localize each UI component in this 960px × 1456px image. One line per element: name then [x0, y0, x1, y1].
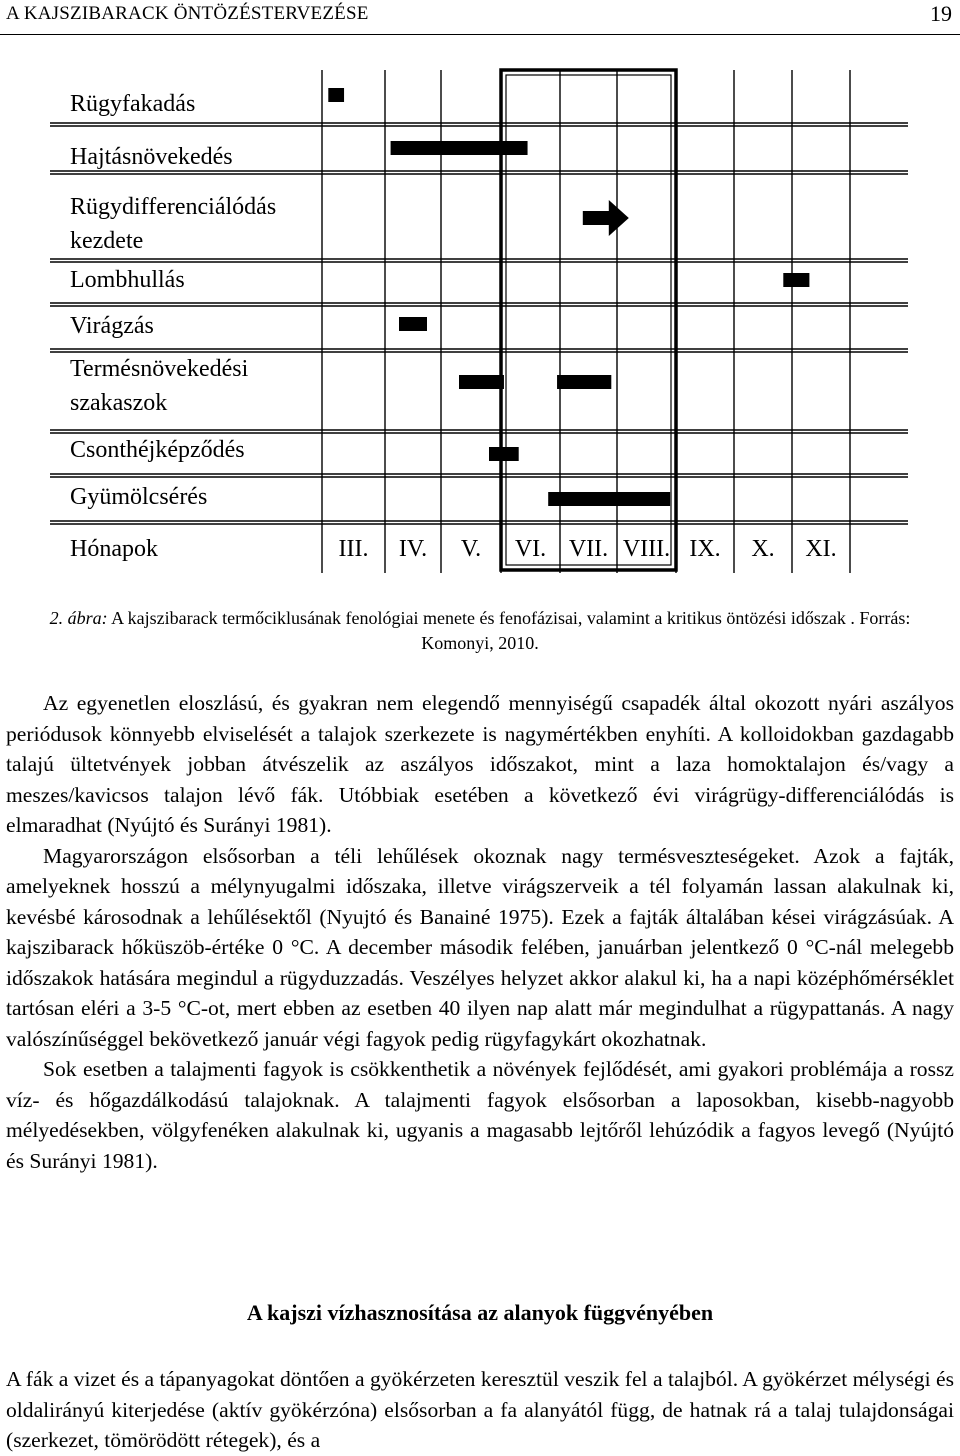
row-label-line: Rügyfakadás	[70, 91, 196, 117]
months-heading: Hónapok	[70, 536, 158, 562]
phase-arrow	[583, 200, 629, 236]
row-label-line: Gyümölcsérés	[70, 484, 208, 510]
paragraph-3: Sok esetben a talajmenti fagyok is csökkenthetik a növények fejlődését, ami gyakori problémája a rossz víz- és hőgazdálkodású talajoknak. A talajmenti fagyok elsősorban a laposokban, kisebb-nagyobb mélyedésekben, völgyfenéken alakulnak ki, ugyanis a magasabb lejtőről lehúzódik a fagyos levegő (Nyújtó és Surányi 1981).	[6, 1057, 954, 1173]
row-label	[70, 190, 276, 258]
month-label: VIII.	[622, 536, 671, 562]
row-label-line: Rügydifferenciálódás	[70, 194, 277, 220]
paragraph-2: Magyarországon elsősorban a téli lehűlések okoznak nagy termésveszteségeket. Azok a fajták, amelyeknek hosszú a mélynyugalmi időszaka, illetve virágszerveik a tél folyamán lassan alakulnak ki, kevésbé károsodnak a lehűlésektől (Nyujtó és Banainé 1975). Ezek a fajták általában kései virágzásúak. A kajszibarack hőküszöb-értéke 0 °C. A december második felében, januárban jelentkező 0 °C-nál melegebb időszakok hatására megindul a rügyduzzadás. Veszélyes helyzet akkor alakul ki, ha a napi középhőmérséklet tartósan eléri a 3-5 °C-ot, mert ebben az esetben 40 ilyen nap alatt már megindulhat a rügypattanás. A nagy valószínűséggel bekövetkező január végi fagyok pedig rügyfagykárt okozhatnak.	[6, 843, 954, 1051]
row-label-line: szakaszok	[70, 390, 168, 416]
section-heading: A kajszi vízhasznosítása az alanyok függvényében	[246, 1300, 714, 1325]
phase-bar	[399, 317, 427, 331]
month-label: V.	[460, 536, 482, 562]
row-label	[70, 263, 185, 297]
phase-bar	[489, 447, 519, 461]
month-label: VII.	[568, 536, 609, 562]
row-label-line: Termésnövekedési	[70, 356, 249, 382]
row-label	[70, 480, 207, 514]
row-label-line: Virágzás	[70, 313, 154, 339]
month-label: X.	[751, 536, 775, 562]
section-body	[6, 1364, 954, 1456]
row-label	[70, 352, 248, 420]
row-label	[70, 140, 233, 174]
section-paragraph: A fák a vizet és a tápanyagokat döntően a gyökérzeten keresztül veszik fel a talajból. A gyökérzet mélységi és oldalirányú kiterjedése (aktív gyökérzóna) elsősorban a fa alanyától függ, de hatnak rá a talaj tulajdonságai (szerkezet, tömörödött rétegek), és a	[6, 1367, 954, 1452]
row-label-line: Csonthéjképződés	[70, 437, 245, 463]
phase-bar	[548, 492, 670, 506]
critical-irrigation-period-inner	[506, 75, 671, 565]
phase-bar	[328, 88, 344, 102]
phase-bar	[459, 375, 504, 389]
row-label	[70, 433, 245, 467]
phase-bar	[557, 375, 611, 389]
body-text	[6, 688, 954, 1176]
month-label: IV.	[398, 536, 428, 562]
row-label-line: Hajtásnövekedés	[70, 144, 233, 170]
month-label: XI.	[805, 536, 837, 562]
phase-bar	[391, 141, 528, 155]
row-label	[70, 309, 154, 343]
month-label: IX.	[689, 536, 721, 562]
paragraph-1: Az egyenetlen eloszlású, és gyakran nem elegendő mennyiségű csapadék által okozott nyári aszályos periódusok könnyebb elviselését a talajok szerkezete is nagymértékben enyhíti. A kolloidokban gazdagabb talajú ültetvények jobban átvészelik az aszályos időszakot, mint a laza homoktalajon és/vagy a meszes/kavicsos talajon lévő fák. Utóbbiak esetében a következő évi virágrügy-differenciálódás is elmaradhat (Nyújtó és Surányi 1981).	[6, 691, 954, 837]
row-label	[70, 87, 195, 121]
row-label-line: kezdete	[70, 228, 144, 254]
row-label-line: Lombhullás	[70, 267, 185, 293]
running-head-title: A KAJSZIBARACK ÖNTÖZÉSTERVEZÉSE	[6, 3, 369, 24]
running-head	[0, 0, 960, 35]
page-number: 19	[930, 1, 952, 26]
phase-bar	[783, 273, 809, 287]
caption-text: A kajszibarack termőciklusának fenológiai menete és fenofázisai, valamint a kritikus öntözési időszak . Forrás: Komonyi, 2010.	[107, 608, 911, 653]
figure-caption	[40, 606, 920, 656]
month-label: III.	[338, 536, 369, 562]
phenology-chart	[0, 60, 960, 590]
month-label: VI.	[514, 536, 547, 562]
caption-label: 2. ábra:	[49, 608, 108, 628]
